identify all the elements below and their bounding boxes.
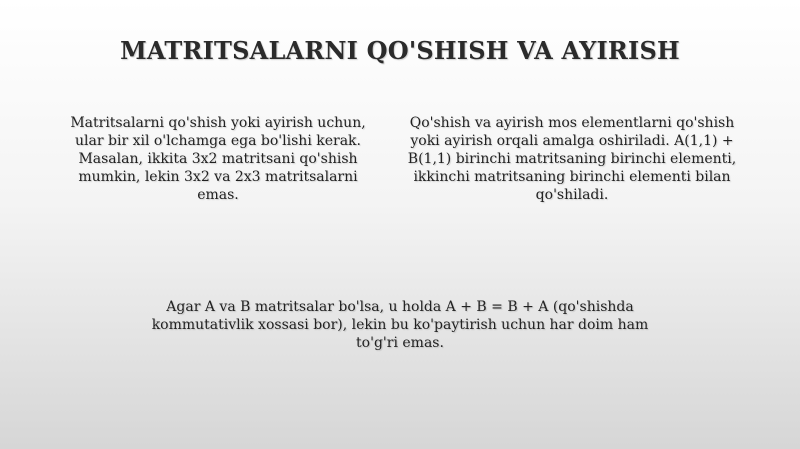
right-text-block: Qo'shish va ayirish mos elementlarni qo'shish yoki ayirish orqali amalga oshiriladi. A(1,1) + B(1,1) birinchi matritsaning birinchi elementi, ikkinchi matritsaning birinchi elementi bilan qo'shiladi. xyxy=(407,115,737,203)
bottom-text-block: Agar A va B matritsalar bo'lsa, u holda A + B = B + A (qo'shishda kommutativlik xossasi bor), lekin bu ko'paytirish uchun har doim ham to'g'ri emas. xyxy=(151,299,649,351)
slide-title: MATRITSALARNI QO'SHISH VA AYIRISH xyxy=(120,36,680,65)
left-text-block: Matritsalarni qo'shish yoki ayirish uchun, ular bir xil o'lchamga ega bo'lishi kerak. Masalan, ikkita 3x2 matritsani qo'shish mumkin, lekin 3x2 va 2x3 matritsalarni emas. xyxy=(70,115,366,203)
